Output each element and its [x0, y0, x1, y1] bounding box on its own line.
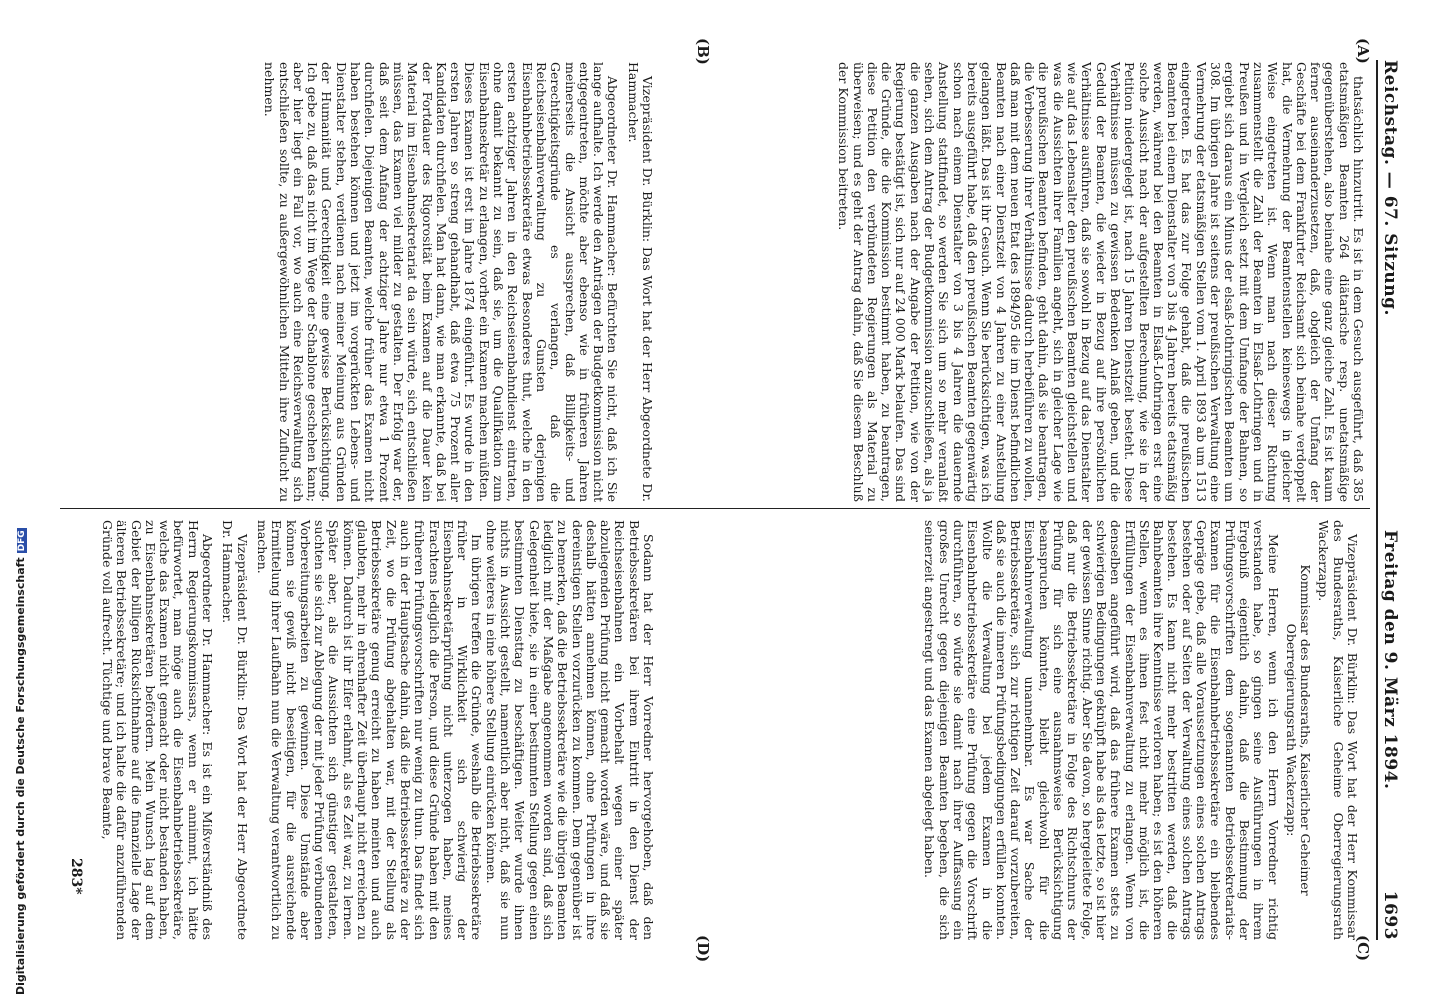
- sheet-signature: 283*: [68, 858, 84, 895]
- header-session: Reichstag. — 67. Sitzung.: [1380, 60, 1400, 316]
- speaker-title: Kommissar des Bundesraths, Kaiserlicher Geheimer Oberregierungsrath Wackerzapp:: [1283, 564, 1314, 896]
- paragraph: Abgeordneter Dr. Hammacher: Es ist ein Mißverständniß des Herrn Regierungskommissars, wenn er annimmt, ich hätte befürwortet, man möge auch die Eisenbahnbetriebssekretäre, welche das Examen nicht gemacht oder nicht bestanden haben, zu Eisenbahnsekretären befördern. Mein Wunsch lag auf dem Gebiet der billigen Rücksichtnahme auf die finanzielle Lage der älteren Betriebssekretäre; und ich halte die dafür anzuführenden Gründe voll aufrecht. Tüchtige und brave Beamte,: [100, 520, 216, 940]
- marker-b: (B): [694, 38, 712, 65]
- header-date: Freitag den 9. März 1894.: [1380, 530, 1400, 790]
- dfg-logo: DFG: [17, 530, 27, 552]
- column-right-bottom: [35, 520, 655, 940]
- column-right-top: [665, 520, 1365, 940]
- marker-c: (C): [1354, 935, 1372, 962]
- paragraph: Abgeordneter Dr. Hammacher: Befürchten Sie nicht, daß ich Sie lange aufhalte. Ich werde den Anträgen der Budgetkommission nicht entgegentreten, möchte aber ebenso wie in früheren Jahren meinerseits die Ansicht aussprechen, daß Billigkeits- und Gerechtigkeitsgründe es verlangen, daß die Reichseisenbahnverwaltung zu Gunsten derjenigen Eisenbahnbetriebssekretäre etwas Besonderes thut, welche in den ersten achtziger Jahren in den Reichseisenbahndienst eintraten, ohne damit bekannt zu sein, daß sie, um die Qualifikation zum Eisenbahnsekretär zu erlangen, vorher ein Examen machen müßten. Dieses Examen ist erst im Jahre 1874 eingeführt. Es wurde in den ersten Jahren so streng gehandhabt, daß etwa 75 Prozent aller Kandidaten durchfielen. Man hat dann, wie man erkannte, daß bei der Fortdauer des Rigorosität beim Examen auf die Dauer kein Material im Eisenbahnsekretariat da sein würde, sich entschließen müssen, das Examen viel milder zu gestalten. Der Erfolg war der, daß seit dem Anfang der achtziger Jahre nur etwa 1 Prozent durchfielen. Diejenigen Beamten, welche früher das Examen nicht haben bestehen können und jetzt im vorgerückten Lebens- und Dienstalter stehen, verdienen nach meiner Meinung aus Gründen der Humanität und Gerechtigkeit eine gewisse Berücksichtigung. Ich gebe zu, daß das nicht im Wege der Schablone geschehen kann; aber hier liegt ein Fall vor, wo auch eine Reichsverwaltung sich entschließen sollte, zu außergewöhnlichen Mitteln ihre Zuflucht zu nehmen.: [262, 62, 621, 502]
- paragraph: Im übrigen treffen die Gründe, weshalb die Betriebssekretäre früher in Wirklichkeit sich schwierig der Eisenbahnsekretärprüfung nicht unterzogen haben, meines Erachtens lediglich die Person, und diese Gründe haben mit den früheren Prüfungsvorschriften nur wenig zu thun. Das findet sich auch in der Hauptsache dahin, daß die Betriebssekretäre zu der Zeit, wo die Prüfung abgehalten war, mit der Stellung als Betriebssekretäre genug erreicht zu haben meinten und auch glaubten, mehr in ehrenhafter Zeit überhaupt nicht erreichen zu können. Dadurch ist ihr Eifer erlahmt, als es Zeit war, zu lernen. Später aber, als die Aussichten sich günstiger gestalteten, suchten sie sich zur Ablegung der mit jeder Prüfung verbundenen Vorbereitungsarbeiten zu gewinnen. Diese Umstände aber können sie gewiß nicht beseitigen, für die ausreichende Ermittelung ihrer Laufbahn nun die Verwaltung verantwortlich zu machen.: [254, 520, 485, 940]
- president-remark: Vizepräsident Dr. Bürklin: Das Wort hat der Herr Abgeordnete Dr. Hammacher.: [625, 62, 655, 502]
- credit-text: Digitalisierung gefördert durch die Deutsche Forschungsgemeinschaft: [14, 557, 27, 995]
- marker-d: (D): [694, 935, 712, 963]
- paragraph: Meine Herren, wenn ich den Herrn Vorredner richtig verstanden habe, so gingen seine Ausführungen in ihrem Ergebniß eigentlich dahin, daß die Bestimmung der Prüfungsvorschriften dem sogenannten Betriebssekretariats-Examen für die Eisenbahnbetriebssekretäre ein bleibendes Gepräge gebe, daß alle Voraussetzungen eines solchen Antrags bestehen oder auf Seiten der Verwaltung eines solchen Antrags bestehen. Es kann nicht mehr bestritten werden, daß die Bahnbeamten ihre Kenntnisse verloren haben; es ist den höheren Stellen, wenn es ihnen fest nicht mehr möglich ist, die Erfüllungen der Eisenbahnverwaltung zu erlangen. Wenn von denselben angeführt wird, daß das frühere Examen stets zu schwierigen Bedingungen geknüpft habe als das letzte, so ist hier der gewissen Sinne richtig. Aber Sie davon, so hergeleitete Folge, daß nur die Betriebssekretäre in Folge des Richtschnurs der Prüfung für sich eine ausnahmsweise Berücksichtigung beanspruchen könnten, bleibt gleichwohl für die Eisenbahnverwaltung unannehmbar. Es war Sache der Betriebssekretäre, sich zur richtigen Zeit darauf vorzubereiten, daß sie auch die inneren Prüfungsbedingungen erfüllen konnten. Wollte die Verwaltung bei jedem Examen in die Eisenbahnbetriebssekretäre eine Prüfung gegen die Vorschrift durchführen, so würde sie damit nach ihrer Auffassung ein großes Unrecht gegen diejenigen Beamten begehen, die sich seinerzeit angestrengt und das Examen abgelegt haben.: [922, 520, 1281, 940]
- digitization-credit: [14, 528, 27, 995]
- president-remark: Vizepräsident Dr. Bürklin: Das Wort hat der Herr Abgeordnete Dr. Hammacher.: [220, 520, 250, 940]
- header-page-number: 1693: [1380, 890, 1400, 940]
- column-left-top: [715, 62, 1365, 502]
- header-rule: [1376, 60, 1378, 940]
- column-left-bottom: [60, 62, 660, 502]
- paragraph: thatsächlich hinzutritt. Es ist in dem Gesuch ausgeführt, daß 385 etatsmäßigen Beamten 264 diätarische resp. unetatsmäßige gegenüberstehen, also beinahe eine ganz gleiche Zahl. Es ist kaum ferner auseinanderzusetzen, daß, obgleich der Umfang der Geschäfte bei dem Frankfurter Reichsamt sich beinahe verdoppelt hat, die Vermehrung der Beamtenstellen keineswegs in gleicher Weise eingetreten ist. Wenn man nach dieser Richtung zusammenstellt die Zahl der Beamten in Elsaß-Lothringen und in Preußen und in Vergleich setzt mit dem Umfange der Bahnen, so ergiebt sich daraus ein Minus der elsaß-lothringischen Beamten um 308. Im übrigen Jahre ist seitens der preußischen Verwaltung eine Vermehrung der etatsmäßigen Stellen vom 1. April 1893 ab um 1513 eingetreten. Es hat das zur Folge gehabt, daß die preußischen Beamten bei einem Dienstalter von 3 bis 4 Jahren bereits etatsmäßig werden, während bei den Beamten in Elsaß-Lothringen erst eine solche Aussicht nach der aufgestellten Berechnung, wie sie in der Petition niedergelegt ist, nach 15 Jahren Dienstzeit besteht. Diese Verhältnisse müssen zu gewissen Bedenken Anlaß geben, und die Geduld der Beamten, die wieder in Bezug auf ihre persönlichen Verhältnisse ausführen, daß sie sowohl in Bezug auf das Dienstalter wie auf das Lebensalter den preußischen Beamten gleichstellen und was die Aussichten ihrer Familien angeht, sich in gleicher Lage wie die preußischen Beamten befinden, geht dahin, daß sie beantragen, die Verbesserung ihrer Verhältnisse dadurch herbeiführen zu wollen, daß man mit dem neuen Etat des 1894/95 die im Dienst befindlichen Beamten nach einer Dienstzeit von 4 Jahren zu einer Anstellung gelangen läßt. Das ist ihr Gesuch. Wenn Sie berücksichtigen, was ich bereits ausgeführt habe, daß den preußischen Beamten gegenwärtig schon nach einem Dienstalter von 3 bis 4 Jahren die dauernde Anstellung stattfindet, so werden Sie sich um so mehr veranlaßt sehen, sich dem Antrag der Budgetkommission anzuschließen, als ja die ganzen Ausgaben nach der Angabe der Petition, wie von der Regierung bestätigt ist, sich nur auf 24 000 Mark belaufen. Das sind die Gründe, die die Kommission bestimmt haben, zu beantragen, diese Petition den verbündeten Regierungen als Material zu überweisen; und es geht der Antrag dahin, daß Sie diesem Beschluß der Kommission beitreten.: [836, 62, 1366, 502]
- column-divider: [60, 508, 1370, 509]
- paragraph: Sodann hat der Herr Vorredner hervorgehoben, daß den Betriebssekretären bei ihrem Eintritt in den Dienst der Reichseisenbahnen ein Vorbehalt wegen einer später abzulegenden Prüfung nicht gemacht worden wäre, und daß sie deshalb hätten annehmen können, ohne Prüfungen in ihre dereinstigen Stellen vorzurücken zu kommen. Dem gegenüber ist zu bemerken, daß die Betriebssekretäre wie die übrigen Beamten lediglich mit der Maßgabe angenommen worden sind, daß sich Gelegenheit biete, sie in einer bestimmten Stellung gegen einen bestimmten Diensttag zu beschäftigen. Weiter wurde ihnen nichts in Aussicht gestellt, namentlich aber nicht, daß sie nun ohne weiteres in eine höhere Stellung einrücken können.: [483, 520, 656, 940]
- president-remark: Vizepräsident Dr. Bürklin: Das Wort hat der Herr Kommissar des Bundesraths, Kaiserliche Geheime Oberregierungsrath Wackerzapp.: [1316, 520, 1360, 940]
- marker-a: (A): [1354, 38, 1372, 64]
